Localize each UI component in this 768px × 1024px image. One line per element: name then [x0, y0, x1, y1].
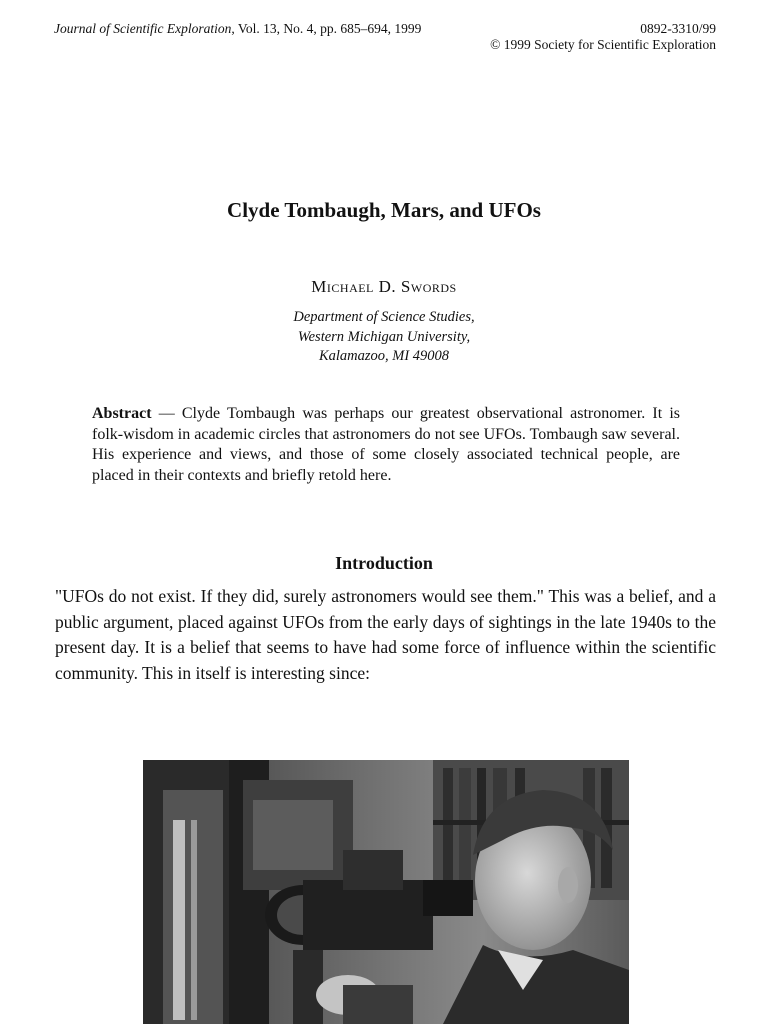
issn: 0892-3310/99	[640, 21, 716, 36]
tombaugh-telescope-photo	[143, 760, 629, 1024]
abstract-label: Abstract	[92, 405, 152, 422]
introduction-paragraph: "UFOs do not exist. If they did, surely astronomers would see them." This was a belief, and a public argument, placed against UFOs from the early days of sightings in the late 1940s to the present day. It is a belief that seems to have had some force of influence within the scientific community. This in itself is interesting since:	[55, 586, 716, 683]
section-heading-introduction: Introduction	[335, 553, 433, 573]
affiliation-university: Western Michigan University,	[297, 328, 471, 345]
affiliation-department: Department of Science Studies,	[293, 309, 475, 325]
journal-citation	[54, 21, 421, 37]
abstract-text: — Clyde Tombaugh was perhaps our greatest observational astronomer. It is folk-wisdom in academic circles that astronomers do not see UFOs. Tombaugh saw several. His experience and views, and those of some closely associated technical people, are placed in their contexts and briefly retold here.	[92, 405, 680, 484]
author-affiliation	[0, 308, 768, 367]
journal-volume-pages: , Vol. 13, No. 4, pp. 685–694, 1999	[231, 21, 422, 36]
journal-name: Journal of Scientific Exploration	[54, 21, 232, 36]
affiliation-address: Kalamazoo, MI 49008	[318, 348, 450, 364]
article-title: Clyde Tombaugh, Mars, and UFOs	[227, 198, 541, 222]
journal-issn-block	[490, 21, 716, 53]
copyright: © 1999 Society for Scientific Exploration	[490, 37, 716, 52]
author-name: Michael D. Swords	[311, 277, 457, 296]
abstract	[92, 404, 680, 486]
